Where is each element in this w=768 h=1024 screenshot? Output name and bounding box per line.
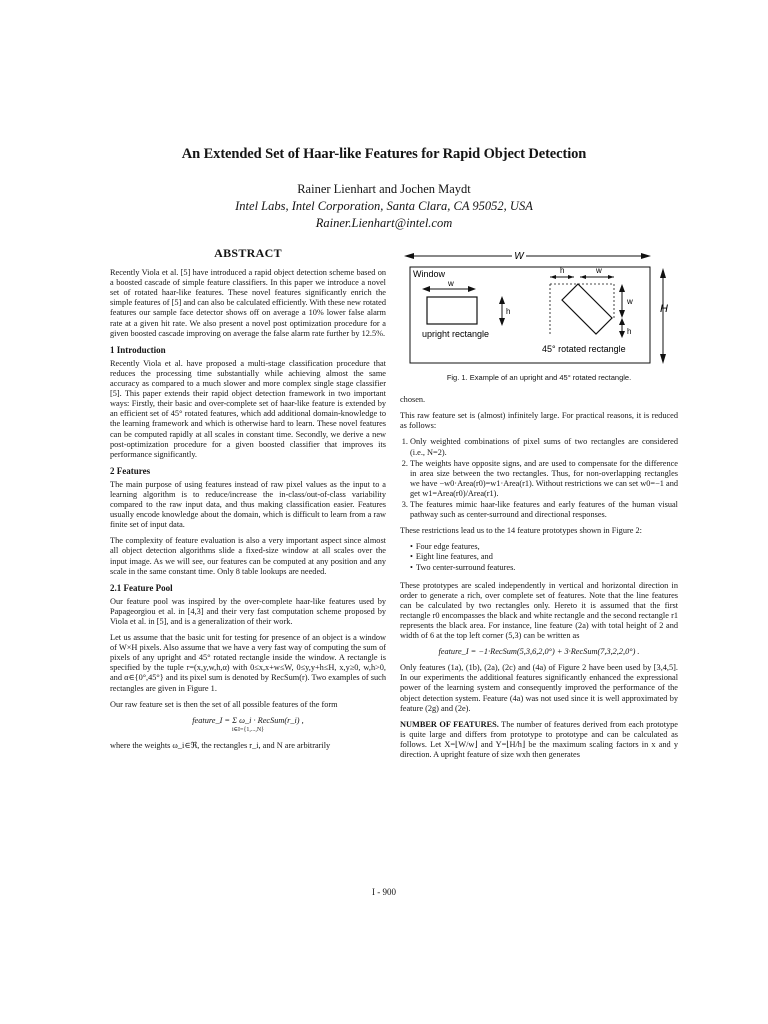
upright-w-arrow-right bbox=[468, 286, 476, 292]
feature-formula-expression: feature_I = Σ ω_i · RecSum(r_i) , bbox=[192, 715, 304, 725]
feature-pool-paragraph-3: Our raw feature set is then the set of all possible features of the form bbox=[110, 699, 338, 709]
rotated-w-side-label: w bbox=[627, 297, 633, 306]
upright-rectangle bbox=[427, 297, 477, 324]
features-heading: 2 Features bbox=[110, 465, 151, 476]
number-of-features-text: The number of features derived from each prototype is quite large and differs from prototype to prototype and can be calculated as follows. Let X=⌊W/w⌋ and Y=⌊H/h⌋ be the maximum scaling factors in x and y direction. A upright feature of size wxh then generates bbox=[400, 719, 678, 759]
feature-formula bbox=[110, 716, 386, 735]
upright-w-arrow-left bbox=[422, 286, 430, 292]
w-arrow-head-left bbox=[404, 253, 414, 259]
rotated-rectangle bbox=[562, 284, 612, 334]
introduction-heading: 1 Introduction bbox=[110, 344, 166, 355]
rotated-h-top-label: h bbox=[560, 266, 565, 275]
rotated-h-side-head-top bbox=[619, 318, 625, 325]
features-paragraph-1: The main purpose of using features instead of raw pixel values as the input to a learning algorithm is to reduce/increase the in-class/out-of-class variability compared to the raw input data, and thus making classification easier. Features usually encode knowledge about the domain, which is difficult to learn from a raw finite set of input data. bbox=[110, 479, 386, 530]
prototype-item: • Four edge features, bbox=[410, 542, 678, 552]
w-arrow-head-right bbox=[641, 253, 651, 259]
figure-1 bbox=[400, 248, 678, 383]
feature-formula-subscript: i∈I={1,...,N} bbox=[231, 726, 265, 733]
scaled-paragraph: These prototypes are scaled independently in vertical and horizontal direction in order to generate a rich, over complete set of features. Note that the line features can be calculated by two rectangles only. Hereto it is assumed that the first rectangle r0 encompasses the black and white rectangle and the second rectangle r1 represents the black area. For instance, line feature (2a) with total height of 2 and width of 6 at the top left corner (5,3) can be written as bbox=[400, 580, 678, 641]
upright-h-label: h bbox=[506, 307, 511, 316]
rotated-arrow-head-3 bbox=[580, 275, 586, 279]
rotated-w-side-head-bottom bbox=[619, 310, 625, 318]
paper-title: An Extended Set of Haar-like Features for Rapid Object Detection bbox=[181, 146, 587, 162]
upright-rectangle-label: upright rectangle bbox=[422, 329, 490, 339]
prototype-item: • Eight line features, and bbox=[410, 552, 678, 562]
left-column bbox=[110, 248, 386, 757]
feature-pool-paragraph-4: where the weights ω_i∈ℜ, the rectangles r_i, and N are arbitrarily bbox=[110, 740, 331, 750]
number-of-features-heading: NUMBER OF FEATURES. bbox=[400, 719, 499, 729]
w-label: W bbox=[514, 251, 524, 262]
rotated-arrow-head-2 bbox=[568, 275, 574, 279]
prototype-list bbox=[400, 542, 678, 572]
feature-pool-paragraph-2: Let us assume that the basic unit for testing for presence of an object is a window of W×H pixels. Also assume that we have a very fast way of computing the sum of pixels of any upright and 45° rotated rectangle inside the window. A rectangle is specified by the tuple r=(x,y,w,h,α) with 0≤x,x+w≤W, 0≤y,y+h≤H, x,y≥0, w,h>0, and α∈{0°,45°} and its pixel sum is denoted by RecSum(r). Two examples of such rectangles are given in Figure 1. bbox=[110, 633, 386, 693]
introduction-text: Recently Viola et al. have proposed a multi-stage classification procedure that reduces the processing time substantially while achieving almost the same accuracy as compared to a much slower and more complex single stage classifier [5]. This paper extends their rapid object detection framework in two important ways: Firstly, their basic and over-complete set of haar-like feature is extended by an efficient set of 45° rotated features, which add additional domain-knowledge to the learning framework and which is otherwise hard to learn. These novel features can be computed rapidly at all scales in constant time. Secondly, we derive a new post-optimization procedure for a given boosted classifier that improves its performance significantly. bbox=[110, 358, 386, 459]
rotated-w-top-label: w bbox=[596, 266, 602, 275]
window-label: Window bbox=[413, 269, 446, 279]
restriction-item: 2. The weights have opposite signs, and are used to compensate for the difference in area size between the two rectangles. Thus, for non-overlapping rectangles we have −w0·Area(r0)=w1·Area(r1). Without restrictions we can set w0=−1 and get w1=Area(r0)/Area(r1). bbox=[410, 459, 678, 499]
page-number: I - 900 bbox=[372, 887, 396, 897]
rotated-h-side-head-bottom bbox=[619, 331, 625, 338]
line-feature-formula: feature_I = −1·RecSum(5,3,6,2,0°) + 3·RecSum(7,3,2,2,0°) . bbox=[438, 647, 640, 657]
reduction-intro: This raw feature set is (almost) infinitely large. For practical reasons, it is reduced as follows: bbox=[400, 411, 678, 431]
restriction-item: 3. The features mimic haar-like features and early features of the human visual pathway such as center-surround and directional responses. bbox=[410, 500, 678, 520]
features-paragraph-2: The complexity of feature evaluation is also a very important aspect since almost all object detection algorithms slide a fixed-size window at all scales over the input image. As we will see, our features can be computed at any position and any scale in the same constant time. Only 8 table lookups are needed. bbox=[110, 536, 386, 576]
h-arrow-head-top bbox=[660, 268, 666, 278]
abstract-text: Recently Viola et al. [5] have introduced a rapid object detection scheme based on a boosted cascade of simple feature classifiers. In this paper we introduce a novel set of rotated haar-like features. These novel features significantly enrich the simple features of [5] and can also be calculated efficiently. With these new rotated features our sample face detector shows off on average a 10% lower false alarm rate at a given hit rate. We also present a novel post optimization procedure for a given boosted cascade improving on average the false alarm rate further by 12.5%. bbox=[110, 268, 386, 338]
upright-w-label: w bbox=[448, 279, 454, 288]
h-arrow-head-bottom bbox=[660, 354, 666, 364]
restrictions-list bbox=[400, 437, 678, 520]
chosen-text: chosen. bbox=[400, 395, 426, 405]
right-column bbox=[400, 248, 678, 766]
rotated-rectangle-label: 45° rotated rectangle bbox=[542, 344, 626, 354]
feature-pool-heading: 2.1 Feature Pool bbox=[110, 582, 173, 593]
paper-affiliation: Intel Labs, Intel Corporation, Santa Clara, CA 95052, USA bbox=[235, 199, 533, 213]
paper-email: Rainer.Lienhart@intel.com bbox=[315, 216, 453, 230]
feature-pool-paragraph-1: Our feature pool was inspired by the over-complete haar-like features used by Papageorgiou et al. in [4,3] and their very fast computation scheme proposed by Viola et al. in [5], and is a generalization of their work. bbox=[110, 596, 386, 626]
h-label: H bbox=[660, 303, 668, 315]
rotated-arrow-head-1 bbox=[550, 275, 556, 279]
figure-1-caption: Fig. 1. Example of an upright and 45° rotated rectangle. bbox=[446, 373, 632, 383]
upright-h-arrow-bottom bbox=[499, 318, 505, 326]
paper-authors: Rainer Lienhart and Jochen Maydt bbox=[297, 182, 471, 196]
abstract-heading: ABSTRACT bbox=[214, 246, 282, 260]
rotated-h-side-label: h bbox=[627, 327, 632, 336]
prototype-item: • Two center-surround features. bbox=[410, 563, 678, 573]
number-of-features-paragraph bbox=[400, 720, 678, 760]
rotated-arrow-head-4 bbox=[608, 275, 614, 279]
figure-1-diagram bbox=[400, 248, 678, 366]
restrictions-lead: These restrictions lead us to the 14 feature prototypes shown in Figure 2: bbox=[400, 526, 642, 536]
only-features-paragraph: Only features (1a), (1b), (2a), (2c) and (4a) of Figure 2 have been used by [3,4,5]. In our experiments the additional features significantly enhanced the expressional power of the learning system and consequently improved the performance of the object detection system. Feature (4a) was not used since it is well approximated by feature (2g) and (2e). bbox=[400, 663, 678, 713]
restriction-item: 1. Only weighted combinations of pixel sums of two rectangles are considered (i.e., N=2). bbox=[410, 437, 678, 457]
rotated-w-side-head-top bbox=[619, 284, 625, 292]
upright-h-arrow-top bbox=[499, 296, 505, 304]
